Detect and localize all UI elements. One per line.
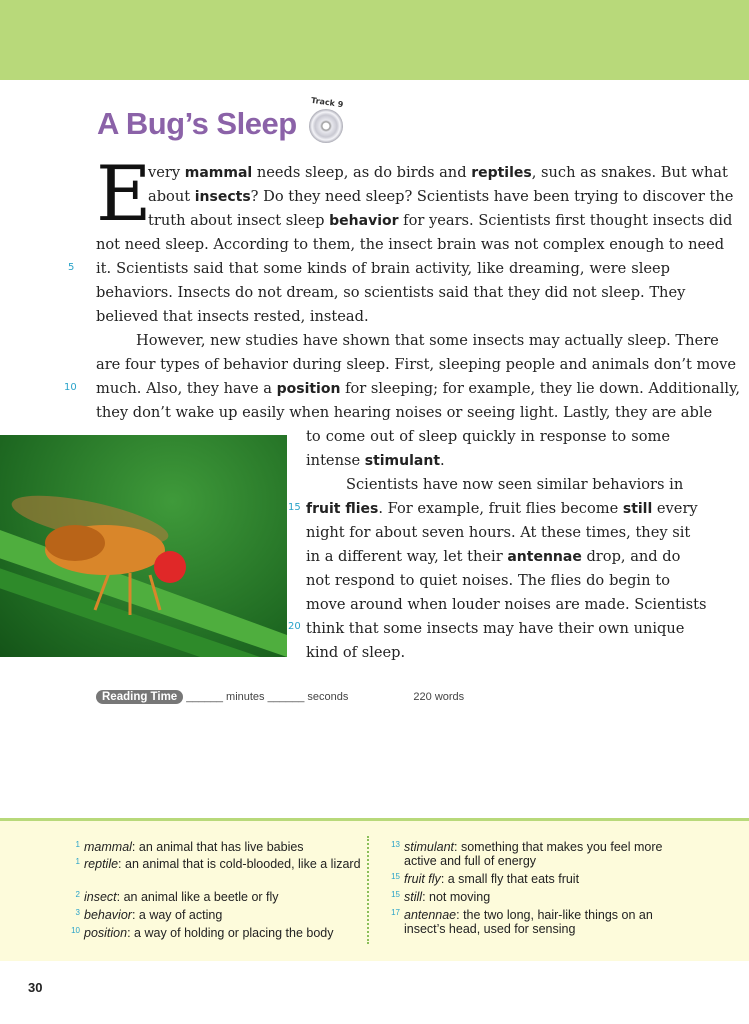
title-row (97, 95, 349, 144)
text-segment: kind of sleep. (306, 644, 406, 661)
glossary-definition: : a small fly that eats fruit (440, 872, 580, 886)
text-segment: . (440, 452, 445, 469)
glossary-line-ref: 1 (75, 857, 80, 866)
line-number: 5 (68, 262, 75, 273)
text-segment: ? Do they need sleep? Scientists have been trying to discover the (250, 188, 734, 205)
article-line (148, 187, 734, 207)
glossary-term: antennae (404, 908, 457, 922)
text-segment: they don’t wake up easily when hearing noises or seeing light. Lastly, they are able (96, 404, 713, 421)
text-segment: believed that insects rested, instead. (96, 308, 369, 325)
article-line (96, 379, 741, 399)
text-segment: needs sleep, as do birds and (252, 164, 472, 181)
minutes-blank[interactable]: ______ minutes (186, 691, 265, 703)
text-segment: much. Also, they have a (96, 380, 277, 397)
line-number: 10 (64, 382, 77, 393)
vocab-word: reptiles (471, 165, 532, 181)
seconds-blank[interactable]: ______ seconds (267, 691, 349, 703)
vocab-word: still (622, 501, 653, 517)
drop-cap: E (96, 149, 152, 238)
glossary-line-ref: 2 (75, 890, 80, 899)
article-line (306, 595, 707, 615)
header-band (0, 0, 749, 80)
article-line (306, 571, 670, 591)
glossary-item (75, 890, 364, 904)
text-segment: very (148, 164, 185, 181)
glossary-definition: : not moving (422, 890, 491, 904)
page-title: A Bug’s Sleep (97, 106, 297, 141)
text-segment: behaviors. Insects do not dream, so scientists said that they did not sleep. They (96, 284, 686, 301)
text-segment: for sleeping; for example, they lie down. Additionally, (340, 380, 741, 397)
vocab-word: antennae (507, 549, 582, 565)
text-segment: not respond to quiet noises. The flies do begin to (306, 572, 670, 589)
article-line (306, 523, 691, 543)
glossary-term: mammal (84, 840, 132, 854)
article-line (306, 451, 445, 471)
article-line (96, 403, 713, 423)
text-segment: for years. Scientists first thought insects did (398, 212, 733, 229)
fruit-fly-photo (0, 435, 287, 657)
glossary-item (71, 926, 374, 940)
page-number: 30 (28, 980, 43, 995)
text-segment: it. Scientists said that some kinds of brain activity, like dreaming, were sleep (96, 260, 670, 277)
glossary-term: fruit fly (404, 872, 441, 886)
glossary-item (75, 908, 364, 922)
glossary-definition: : an animal that has live babies (131, 840, 304, 854)
text-segment: to come out of sleep quickly in response to some (306, 428, 670, 445)
glossary-line-ref: 15 (391, 872, 400, 881)
glossary-definition: : the two long, hair-like things on an insect’s head, used for sensing (404, 908, 653, 936)
article-line (148, 163, 728, 183)
article-line (148, 211, 733, 231)
glossary-line-ref: 3 (75, 908, 80, 917)
text-segment: are four types of behavior during sleep. First, sleeping people and animals don’t move (96, 356, 737, 373)
glossary-term: still (404, 890, 423, 904)
text-segment: Scientists have now seen similar behaviors in (346, 476, 684, 493)
glossary-term: stimulant (404, 840, 455, 854)
reading-time-row (96, 690, 464, 704)
text-segment: intense (306, 452, 365, 469)
audio-cd-icon[interactable] (309, 109, 343, 143)
glossary-term: reptile (84, 857, 119, 871)
glossary-line-ref: 17 (391, 908, 400, 917)
text-segment: not need sleep. According to them, the insect brain was not complex enough to need (96, 236, 725, 253)
article-line (136, 331, 719, 351)
article-line (306, 499, 698, 519)
line-number: 15 (288, 502, 301, 513)
article-line (346, 475, 684, 495)
line-number: 20 (288, 621, 301, 632)
vocab-word: stimulant (364, 453, 441, 469)
text-segment: think that some insects may have their own unique (306, 620, 685, 637)
text-segment: every (652, 500, 698, 517)
glossary-item (391, 890, 684, 904)
article-line (96, 355, 737, 375)
glossary-definition: : a way of acting (131, 908, 223, 922)
text-segment: truth about insect sleep (148, 212, 330, 229)
article-line (96, 307, 369, 327)
article-line (96, 235, 725, 255)
text-segment: drop, and do (581, 548, 681, 565)
text-segment: . For example, fruit flies become (378, 500, 623, 517)
glossary-line-ref: 1 (75, 840, 80, 849)
glossary-definition: : a way of holding or placing the body (127, 926, 334, 940)
glossary-item (391, 840, 684, 868)
glossary-line-ref: 15 (391, 890, 400, 899)
vocab-word: insects (194, 189, 251, 205)
glossary-item (75, 840, 364, 854)
glossary-item (391, 872, 684, 886)
glossary-definition: : something that makes you feel more active and full of energy (404, 840, 663, 868)
article-line (96, 259, 670, 279)
word-count: 220 words (413, 691, 465, 703)
glossary-item (391, 908, 684, 936)
glossary-item (75, 857, 364, 871)
article-line (306, 547, 681, 567)
glossary-definition: : an animal like a beetle or fly (116, 890, 279, 904)
text-segment: However, new studies have shown that some insects may actually sleep. There (136, 332, 719, 349)
article-line (306, 427, 670, 447)
audio-track (309, 95, 349, 144)
glossary-line-ref: 13 (391, 840, 400, 849)
text-segment: about (148, 188, 195, 205)
article-line (306, 619, 685, 639)
vocab-word: position (276, 381, 341, 397)
text-segment: in a different way, let their (306, 548, 508, 565)
track-label: Track 9 (310, 95, 344, 110)
glossary-definition: : an animal that is cold-blooded, like a lizard (118, 857, 361, 871)
article-line (96, 283, 686, 303)
vocab-word: mammal (184, 165, 253, 181)
text-segment: , such as snakes. But what (531, 164, 728, 181)
vocab-word: behavior (329, 213, 399, 229)
glossary-term: behavior (84, 908, 132, 922)
article-line (306, 643, 405, 663)
glossary-term: position (84, 926, 128, 940)
vocab-word: fruit flies (306, 501, 379, 517)
glossary-term: insect (84, 890, 117, 904)
text-segment: move around when louder noises are made. Scientists (306, 596, 707, 613)
glossary-line-ref: 10 (71, 926, 80, 935)
text-segment: night for about seven hours. At these times, they sit (306, 524, 691, 541)
reading-time-badge: Reading Time (96, 690, 183, 704)
